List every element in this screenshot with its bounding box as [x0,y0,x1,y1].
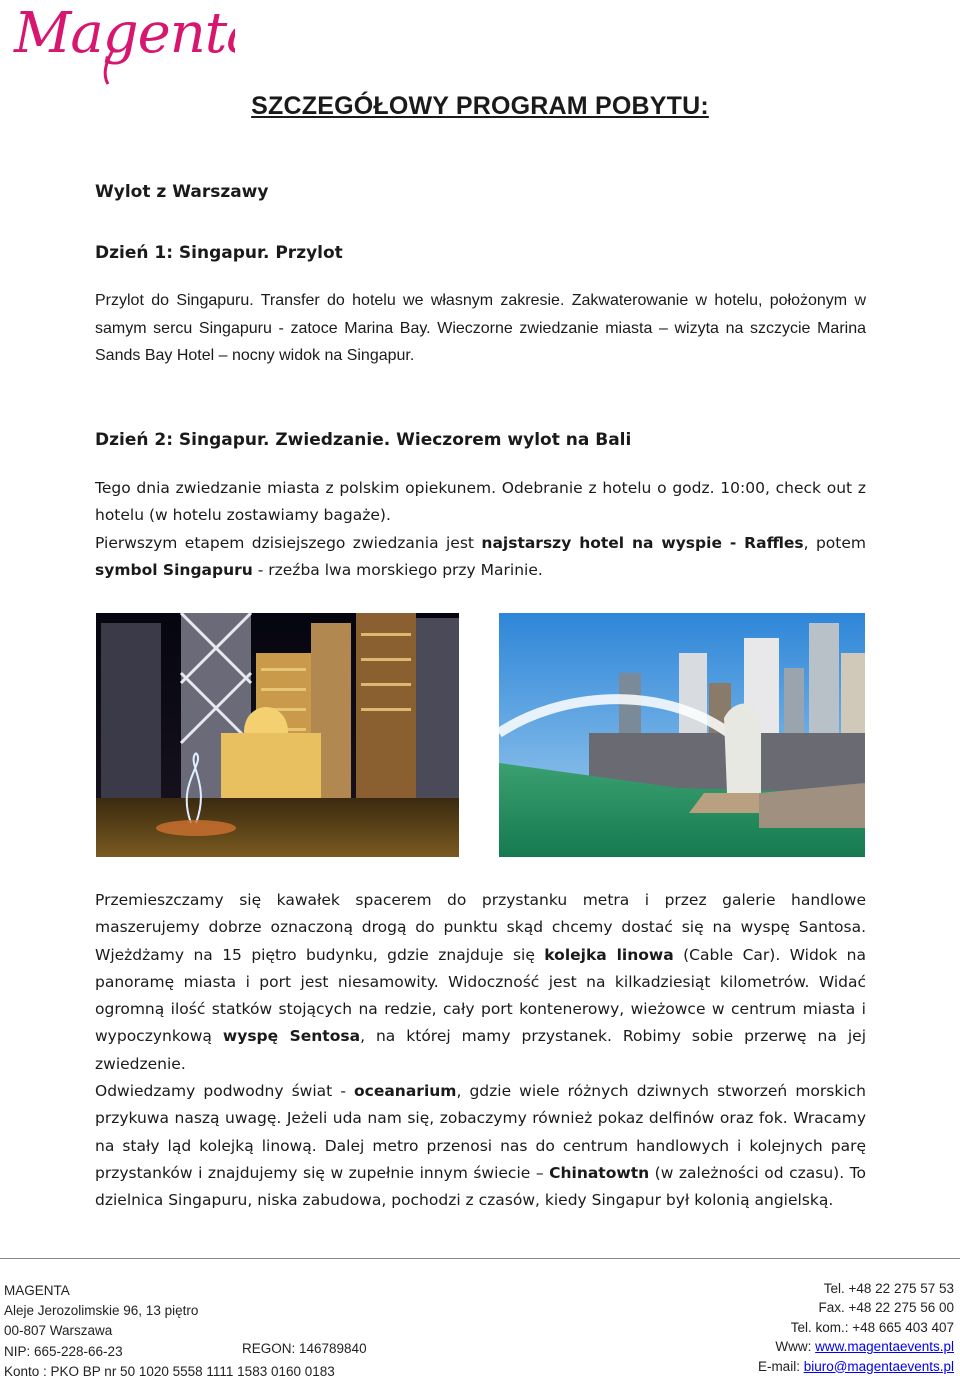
singapore-night-photo [96,613,459,857]
footer-company: MAGENTA [4,1283,70,1298]
text-run: Odwiedzamy podwodny świat - [95,1082,354,1100]
heading-day2: Dzień 2: Singapur. Zwiedzanie. Wieczorem wylot na Bali [95,430,632,450]
footer-address1: Aleje Jerozolimskie 96, 13 piętro [4,1303,199,1319]
bold-cable-car: kolejka linowa [544,945,674,964]
footer-divider [0,1258,960,1259]
text-run: - rzeźba lwa morskiego przy Marinie. [252,561,543,579]
text-run: , gdzie wiele różnych dziwnych stworzeń morskich przykuwa naszą uwagę. Jeżeli uda nam się, zobaczymy również pokaz delfinów oraz fok. Wracamy na stały ląd kolejką linową. Dalej metro przenosi nas do centrum handlowych i kolejnych parę przystanków i znajdujemy się w zupełnie innym świecie – [95,1082,866,1182]
heading-day1: Dzień 1: Singapur. Przylot [95,243,343,263]
day1-paragraph: Przylot do Singapuru. Transfer do hotelu we własnym zakresie. Zakwaterowanie w hotelu, położonym w samym sercu Singapuru - zatoce Marina Bay. Wieczorne zwiedzanie miasta – wizyta na szczycie Marina Sands Bay Hotel – nocny widok na Singapur. [95,292,866,364]
text-run: , na której mamy przystanek. Robimy sobie przerwę na jej zwiedzenie. [95,1027,866,1073]
website-link[interactable]: www.magentaevents.pl [815,1339,954,1355]
magenta-logo [10,0,235,90]
email-link[interactable]: biuro@magentaevents.pl [803,1358,954,1374]
footer-nip: NIP: 665-228-66-23 [4,1343,123,1359]
paragraph-cable-car [95,887,866,1078]
day2-paragraph [95,530,866,584]
day2-intro: Tego dnia zwiedzanie miasta z polskim opiekunem. Odebranie z hotelu o godz. 10:00, check out z hotelu (w hotelu zostawiamy bagaże). [95,479,866,524]
footer-right [758,1279,954,1376]
bold-sentosa: wyspę Sentosa [222,1027,361,1046]
www-label: Www: [775,1339,816,1355]
email-label: E-mail: [757,1358,804,1374]
bold-oceanarium: oceanarium [354,1082,457,1100]
footer-left [4,1281,335,1382]
merlion-photo [499,613,865,857]
text-run: (Cable Car). Widok na panoramę miasta i port jest niesamowity. Widoczność jest na kilkadziesiąt kilometrów. Widać ogromną ilość statków stojących na redzie, cały port kontenerowy, wieżowce w centrum miasta i wypoczynkową [95,945,866,1046]
footer-email-row [758,1357,954,1376]
footer-mobile: Tel. kom.: +48 665 403 407 [790,1319,954,1335]
footer-account: Konto : PKO BP nr 50 1020 5558 1111 1583 0160 0183 [4,1363,335,1379]
footer-regon: REGON: 146789840 [242,1341,367,1356]
footer-fax: Fax. +48 22 275 56 00 [818,1300,954,1316]
page-title: SZCZEGÓŁOWY PROGRAM POBYTU: [251,92,709,120]
paragraph-oceanarium [95,1078,866,1214]
footer-tel: Tel. +48 22 275 57 53 [823,1281,954,1296]
text-run: (w zależności od czasu). To dzielnica Singapuru, niska zabudowa, pochodzi z czasów, kiedy Singapur był kolonią angielską. [95,1163,866,1210]
svg-text:Magenta: Magenta [14,1,235,66]
bold-raffles: najstarszy hotel na wyspie - Raffles [481,534,804,552]
text-run: Pierwszym etapem dzisiejszego zwiedzania jest [95,534,482,552]
bold-chinatown: Chinatowtn [549,1163,650,1182]
text-run: , potem [803,534,866,552]
footer-address2: 00-807 Warszawa [4,1323,113,1339]
bold-symbol: symbol Singapuru [95,561,253,579]
footer-www-row [758,1337,954,1356]
text-run: Przemieszczamy się kawałek spacerem do przystanku metra i przez galerie handlowe maszerujemy dobrze oznaczoną drogą do punktu skąd chcemy dostać się na wyspę Santosa. Wjeżdżamy na 15 piętro budynku, gdzie znajduje się [95,891,866,964]
heading-departure: Wylot z Warszawy [95,182,269,202]
